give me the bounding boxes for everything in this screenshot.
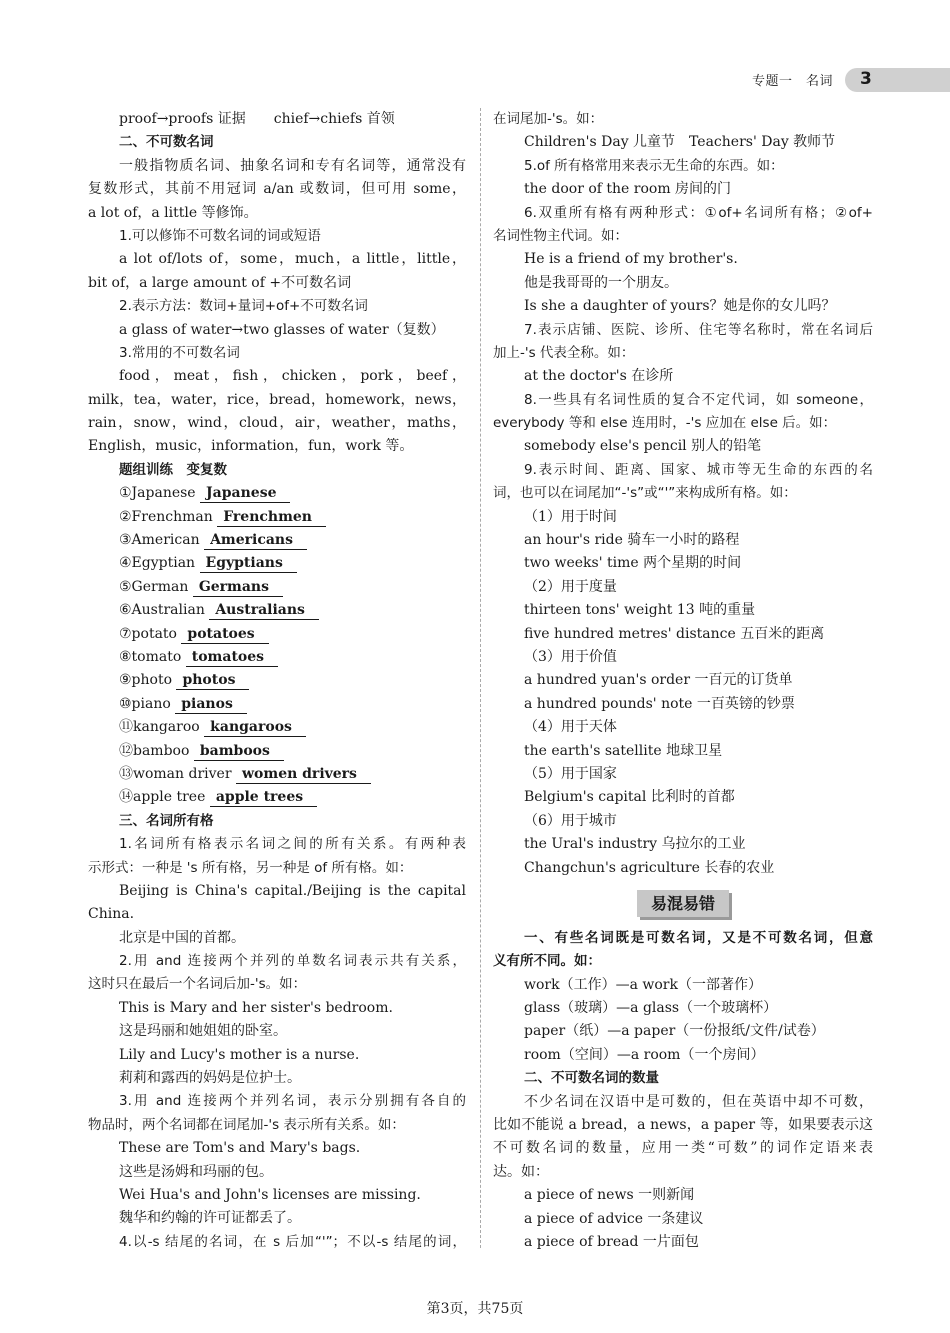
exercise-item xyxy=(88,506,466,529)
exercise-answer: apple trees xyxy=(210,789,317,807)
exercise-answer: pianos xyxy=(175,696,247,714)
exercise-answer: Egyptians xyxy=(200,555,297,573)
exercise-answer: tomatoes xyxy=(186,649,278,667)
exercise-question: ⑭apple tree xyxy=(119,789,206,806)
example-sentence: Lily and Lucy's mother is a nurse. xyxy=(119,1046,360,1063)
text-line: 9.表示时间、距离、国家、城市等无生命的东西的名 xyxy=(524,461,873,478)
text-line: 3.用 and 连接两个并列名词，表示分别拥有各自的 xyxy=(119,1093,466,1110)
header-section: 专题一 名词 xyxy=(752,74,834,89)
exercise-item xyxy=(88,623,466,646)
text-line: 一般指物质名词、抽象名词和专有名词等，通常没有 xyxy=(119,157,466,174)
example: the earth's satellite 地球卫星 xyxy=(524,742,723,759)
exercise-item xyxy=(88,576,466,599)
page-number-tab xyxy=(845,68,950,92)
translation: 莉莉和露西的妈妈是位护士。 xyxy=(119,1070,301,1087)
section-heading: 义有所不同。如： xyxy=(493,953,601,970)
exercise-item xyxy=(88,763,466,786)
example: somebody else's pencil 别人的铅笔 xyxy=(524,438,762,455)
exercise-item xyxy=(88,552,466,575)
text-line: a lot of，a little 等修饰。 xyxy=(88,204,258,221)
left-column xyxy=(88,108,466,1254)
page-footer: 第3页，共75页 xyxy=(426,1301,524,1317)
section-banner xyxy=(493,880,873,927)
exercise-question: ①Japanese xyxy=(119,485,196,502)
exercise-answer: Australians xyxy=(209,602,319,620)
example: five hundred metres' distance 五百米的距离 xyxy=(524,625,825,642)
text-line: a glass of water→two glasses of water（复数） xyxy=(119,321,445,338)
exercise-question: ⑪kangaroo xyxy=(119,719,200,736)
translation: 这些是汤姆和玛丽的包。 xyxy=(119,1163,273,1180)
section-heading: 二、不可数名词 xyxy=(119,134,214,151)
example: Changchun's agriculture 长春的农业 xyxy=(524,859,775,876)
example: a piece of advice 一条建议 xyxy=(524,1210,704,1227)
translation: 魏华和约翰的许可证都丢了。 xyxy=(119,1210,301,1227)
exercise-answer: photos xyxy=(176,672,249,690)
exercise-item xyxy=(88,716,466,739)
text-line: 4.以-s 结尾的名词，在 s 后加“'”；不以-s 结尾的词， xyxy=(119,1233,466,1250)
example: the Ural's industry 乌拉尔的工业 xyxy=(524,836,746,853)
exercise-question: ⑫bamboo xyxy=(119,742,190,759)
text-line: 8.一些具有名词性质的复合不定代词，如 someone， xyxy=(524,391,873,408)
example-sentence: Wei Hua's and John's licenses are missing. xyxy=(119,1186,421,1203)
exercise-question: ⑦potato xyxy=(119,625,177,642)
subheading: （6）用于城市 xyxy=(524,812,617,829)
exercise-answer: potatoes xyxy=(181,626,268,644)
text-line: 名词性物主代词。如： xyxy=(493,227,628,244)
example: Is she a daughter of yours？她是你的女儿吗？ xyxy=(524,298,836,315)
text-line: 在词尾加-'s。如： xyxy=(493,111,604,127)
exercise-question: ⑤German xyxy=(119,578,189,595)
example: Belgium's capital 比利时的首都 xyxy=(524,789,735,806)
text-line: 不可数名词的数量，应用一类“可数”的词作定语来表 xyxy=(493,1140,873,1157)
exercise-question: ④Egyptian xyxy=(119,555,196,572)
example: two weeks' time 两个星期的时间 xyxy=(524,555,742,572)
example: Children's Day 儿童节 Teachers' Day 教师节 xyxy=(524,134,836,151)
exercise-item xyxy=(88,786,466,809)
exercise-heading: 题组训练 变复数 xyxy=(119,461,227,478)
example: glass（玻璃）—a glass（一个玻璃杯） xyxy=(524,1000,778,1017)
text-line: 物品时，两个名词都在词尾加-'s 表示所有关系。如： xyxy=(88,1116,405,1133)
text-line: English，music，information，fun，work 等。 xyxy=(88,438,414,455)
subheading: 1.可以修饰不可数名词的词或短语 xyxy=(119,227,321,244)
subheading: （5）用于国家 xyxy=(524,765,617,782)
example: a hundred yuan's order 一百元的订货单 xyxy=(524,672,793,689)
exercise-question: ③American xyxy=(119,532,200,549)
exercise-question: ⑬woman driver xyxy=(119,765,232,782)
text-line: everybody 等和 else 连用时，-'s 应加在 else 后。如： xyxy=(493,415,837,432)
exercise-answer: Americans xyxy=(204,532,307,550)
exercise-question: ⑩piano xyxy=(119,695,171,712)
exercise-answer: women drivers xyxy=(236,766,371,784)
exercise-answer: Japanese xyxy=(200,485,290,503)
example: at the doctor's 在诊所 xyxy=(524,368,674,385)
section-heading: 三、名词所有格 xyxy=(119,812,214,829)
subheading: 2.表示方法：数词+量词+of+不可数名词 xyxy=(119,298,368,315)
text-line: 词，也可以在词尾加“-'s”或“'”来构成所有格。如： xyxy=(493,485,797,502)
text-line: 2.用 and 连接两个并列的单数名词表示共有关系， xyxy=(119,953,466,970)
example: thirteen tons' weight 13 吨的重量 xyxy=(524,602,756,619)
exercise-item xyxy=(88,740,466,763)
subheading: （2）用于度量 xyxy=(524,578,617,595)
text-line: a lot of/lots of，some，much，a little，little， xyxy=(119,251,466,268)
text-line: food，meat，fish，chicken，pork，beef， xyxy=(119,368,466,385)
exercise-item xyxy=(88,482,466,505)
text-line: 不少名词在汉语中是可数的，但在英语中却不可数， xyxy=(524,1093,873,1110)
banner-title: 易混易错 xyxy=(637,890,729,917)
text-line: 达。如： xyxy=(493,1163,549,1180)
column-divider xyxy=(480,108,481,1248)
example-sentence: These are Tom's and Mary's bags. xyxy=(119,1140,361,1157)
example: room（空间）—a room（一个房间） xyxy=(524,1046,765,1063)
text-line: proof→proofs 证据 chief→chiefs 首领 xyxy=(119,111,395,127)
example-sentence: China. xyxy=(88,906,135,923)
translation: 北京是中国的首都。 xyxy=(119,929,245,946)
translation: 他是我哥哥的一个朋友。 xyxy=(524,274,678,291)
example-sentence: This is Mary and her sister's bedroom. xyxy=(119,999,393,1016)
exercise-question: ⑥Australian xyxy=(119,602,205,619)
text-line: rain，snow，wind，cloud，air，weather，maths， xyxy=(88,415,466,432)
example: He is a friend of my brother's. xyxy=(524,251,738,268)
section-heading: 二、不可数名词的数量 xyxy=(524,1070,659,1087)
example-sentence: Beijing is China's capital./Beijing is the capital xyxy=(119,882,466,899)
exercise-item xyxy=(88,669,466,692)
exercise-answer: bamboos xyxy=(194,743,284,761)
text-line: 7.表示店铺、医院、诊所、住宅等名称时，常在名词后 xyxy=(524,321,873,338)
text-line: 6.双重所有格有两种形式：①of+名词所有格；②of+ xyxy=(524,204,873,221)
subheading: （3）用于价值 xyxy=(524,648,617,665)
text-line: 复数形式，其前不用冠词 a/an 或数词，但可用 some， xyxy=(88,181,466,198)
text-line: 示形式：一种是 's 所有格，另一种是 of 所有格。如： xyxy=(88,859,413,876)
example: an hour's ride 骑车一小时的路程 xyxy=(524,532,740,549)
text-line: 比如不能说 a bread，a news，a paper 等，如果要表示这 xyxy=(493,1117,873,1134)
example: a piece of news 一则新闻 xyxy=(524,1187,695,1204)
text-line: milk，tea，water，rice，bread，homework，news， xyxy=(88,391,466,408)
exercise-item xyxy=(88,599,466,622)
exercise-item xyxy=(88,646,466,669)
page-number: 3 xyxy=(860,69,872,89)
text-line: 加上-'s 代表全称。如： xyxy=(493,344,635,361)
exercise-answer: Frenchmen xyxy=(217,509,326,527)
text-line: 1.名词所有格表示名词之间的所有关系。有两种表 xyxy=(119,836,466,853)
text-line: 这时只在最后一个名词后加-'s。如： xyxy=(88,976,307,993)
example: work（工作）—a work（一部著作） xyxy=(524,976,762,993)
text-line: 5.of 所有格常用来表示无生命的东西。如： xyxy=(524,157,784,174)
subheading: （1）用于时间 xyxy=(524,508,617,525)
text-line: bit of，a large amount of +不可数名词 xyxy=(88,274,352,291)
exercise-item xyxy=(88,529,466,552)
exercise-question: ⑨photo xyxy=(119,672,173,689)
subheading: （4）用于天体 xyxy=(524,719,617,736)
example: a piece of bread 一片面包 xyxy=(524,1233,699,1250)
exercise-answer: Germans xyxy=(193,579,283,597)
translation: 这是玛丽和她姐姐的卧室。 xyxy=(119,1023,287,1040)
subheading: 3.常用的不可数名词 xyxy=(119,344,240,361)
example: the door of the room 房间的门 xyxy=(524,181,732,198)
exercise-item xyxy=(88,693,466,716)
right-column xyxy=(493,108,873,1254)
example: a hundred pounds' note 一百英镑的钞票 xyxy=(524,695,795,712)
exercise-question: ②Frenchman xyxy=(119,508,213,525)
example: paper（纸）—a paper（一份报纸/文件/试卷） xyxy=(524,1023,825,1040)
section-heading: 一、有些名词既是可数名词，又是不可数名词，但意 xyxy=(524,929,873,946)
exercise-answer: kangaroos xyxy=(204,719,306,737)
exercise-question: ⑧tomato xyxy=(119,648,182,665)
